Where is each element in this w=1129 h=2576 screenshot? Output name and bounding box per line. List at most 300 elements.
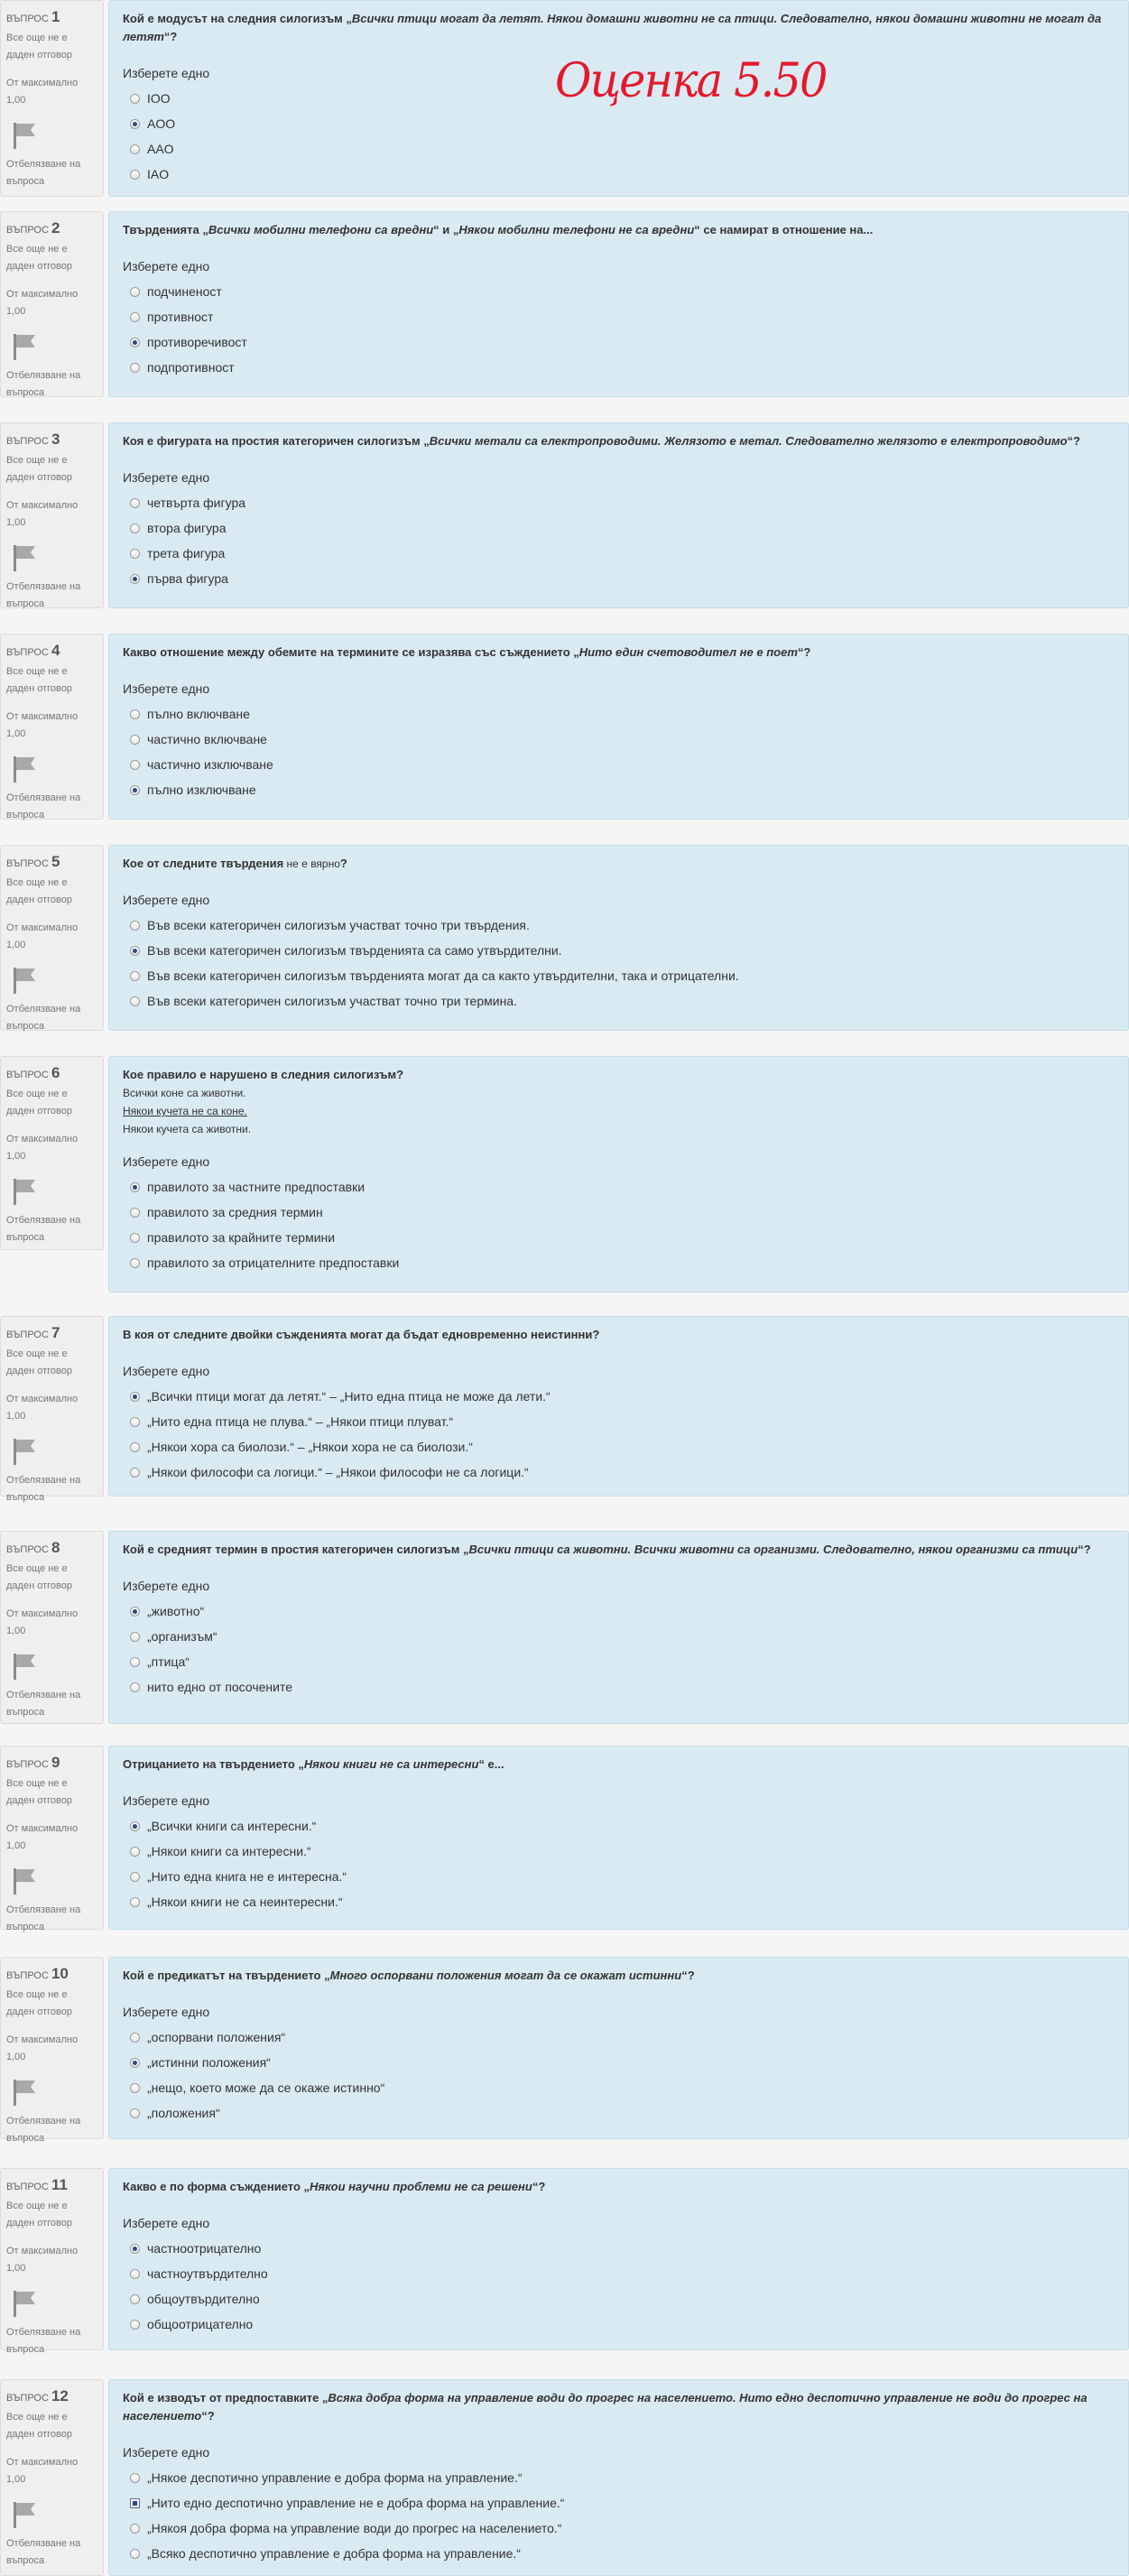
option-label[interactable]: правилото за средния термин — [147, 1205, 323, 1219]
radio-button[interactable] — [130, 1208, 140, 1218]
radio-button-selected[interactable] — [130, 785, 140, 795]
question-text-part: Кой е средният термин в простия категоричен силогизъм „ — [123, 1543, 469, 1556]
answer-option[interactable] — [123, 304, 1115, 329]
option-label[interactable]: IAO — [147, 167, 170, 181]
radio-button[interactable] — [130, 2108, 140, 2118]
question-label: ВЪПРОС — [6, 1070, 49, 1080]
answer-option[interactable] — [123, 2490, 1115, 2516]
option-label[interactable]: частично изключване — [147, 757, 273, 772]
radio-button[interactable] — [130, 1872, 140, 1882]
option-label[interactable]: IOO — [147, 91, 171, 106]
flag-label[interactable]: Отбелязване на въпроса — [6, 1475, 81, 1503]
question-label: ВЪПРОС — [6, 858, 49, 869]
question-content — [108, 422, 1129, 608]
question-label: ВЪПРОС — [6, 1759, 49, 1770]
flag-icon[interactable] — [12, 333, 37, 360]
flag-label[interactable]: Отбелязване на въпроса — [6, 2538, 81, 2566]
answer-option[interactable] — [123, 727, 1115, 752]
question-text-part: “? — [681, 1969, 695, 1982]
question-state: Все още не е даден отговор — [6, 2201, 72, 2229]
radio-button[interactable] — [130, 1258, 140, 1268]
option-label[interactable]: „Някое деспотично управление е добра форма на управление.“ — [147, 2470, 523, 2485]
question-text — [123, 221, 1115, 239]
answer-option[interactable] — [123, 2236, 1115, 2261]
question-content — [108, 634, 1129, 820]
answer-option[interactable] — [123, 515, 1115, 541]
answer-option[interactable] — [123, 988, 1115, 1014]
answer-option[interactable] — [123, 1813, 1115, 1839]
option-label[interactable]: противност — [147, 310, 214, 324]
question-text — [123, 1967, 1115, 1985]
option-label[interactable]: „положения“ — [147, 2106, 220, 2120]
option-label[interactable]: AOO — [147, 116, 176, 131]
flag-icon[interactable] — [12, 544, 37, 571]
answer-option[interactable] — [123, 355, 1115, 380]
radio-button-selected[interactable] — [130, 2058, 140, 2068]
option-label[interactable]: подчиненост — [147, 284, 222, 299]
question-6 — [0, 1056, 1129, 1293]
radio-button[interactable] — [130, 1847, 140, 1857]
question-content — [108, 2379, 1129, 2576]
question-text-italic: Някои научни проблеми не са решени — [310, 2180, 532, 2193]
radio-button[interactable] — [130, 144, 140, 154]
option-label[interactable]: четвърта фигура — [147, 496, 246, 510]
flag-label[interactable]: Отбелязване на въпроса — [6, 159, 81, 187]
question-9 — [0, 1746, 1129, 1930]
question-info — [0, 0, 104, 197]
answer-option[interactable] — [123, 1839, 1115, 1864]
answer-option[interactable] — [123, 566, 1115, 591]
question-state: Все още не е даден отговор — [6, 666, 72, 694]
question-grade: От максимално 1,00 — [6, 2246, 79, 2274]
question-4 — [0, 634, 1129, 820]
option-label[interactable]: частично включване — [147, 732, 267, 746]
answer-option[interactable] — [123, 752, 1115, 777]
flag-label[interactable]: Отбелязване на въпроса — [6, 2116, 81, 2144]
question-info — [0, 1957, 104, 2144]
answer-option[interactable] — [123, 1200, 1115, 1225]
flag-icon[interactable] — [12, 2290, 37, 2317]
question-text-italic: Всяка добра форма на управление води до прогрес на населението. Нито едно деспотично управление не води до прогрес на населението — [123, 2391, 1087, 2423]
syllogism-premise — [123, 1102, 1115, 1120]
question-info — [0, 1316, 104, 1503]
question-text-italic: Всички мобилни телефони са вредни — [208, 223, 434, 236]
option-label[interactable]: „Някои хора са биолози.“ – „Някои хора не са биолози.“ — [147, 1440, 473, 1454]
answer-prompt: Изберете едно — [123, 1364, 210, 1378]
question-content — [108, 1316, 1129, 1496]
question-number: 2 — [51, 219, 60, 236]
question-10 — [0, 1957, 1129, 2144]
question-text-part: “? — [1078, 1543, 1091, 1556]
question-12 — [0, 2379, 1129, 2576]
answer-option[interactable] — [123, 1598, 1115, 1624]
option-label[interactable]: Във всеки категоричен силогизъм твърденията са само утвърдителни. — [147, 943, 562, 958]
radio-button[interactable] — [130, 921, 140, 931]
radio-button[interactable] — [130, 170, 140, 180]
option-label[interactable]: общоутвърдително — [147, 2292, 260, 2306]
question-text-part: “? — [532, 2180, 546, 2193]
answer-option[interactable] — [123, 2100, 1115, 2126]
question-label: ВЪПРОС — [6, 1970, 49, 1981]
option-label[interactable]: „Всяко деспотично управление е добра форма на управление.“ — [147, 2546, 521, 2561]
option-label[interactable]: пълно включване — [147, 707, 250, 721]
radio-button[interactable] — [130, 2473, 140, 2483]
flag-icon[interactable] — [12, 1867, 37, 1895]
answer-option[interactable] — [123, 1384, 1115, 1409]
radio-button[interactable] — [130, 2033, 140, 2043]
radio-button[interactable] — [130, 94, 140, 104]
question-text-italic: Много оспорвани положения могат да се окажат истинни — [329, 1969, 682, 1982]
question-text-italic: Всички птици могат да летят. Някои домашни животни не са птици. Следователно, някои домашни животни не могат да летят — [123, 12, 1102, 43]
question-text — [123, 855, 1115, 873]
question-label: ВЪПРОС — [6, 436, 49, 447]
question-text: В коя от следните двойки съжденията могат да бъдат едновременно неистинни? — [123, 1328, 600, 1341]
option-label[interactable]: правилото за крайните термини — [147, 1230, 336, 1245]
score-stamp: Оценка 5.50 — [555, 54, 827, 108]
answer-option[interactable] — [123, 111, 1115, 136]
question-text-part: “ и „ — [433, 223, 459, 236]
option-label[interactable]: Във всеки категоричен силогизъм участват точно три термина. — [147, 994, 517, 1008]
question-text-part: Кой е модусът на следния силогизъм „ — [123, 12, 352, 25]
answer-prompt: Изберете едно — [123, 1579, 210, 1593]
question-text-part: Кой е изводът от предпоставките „ — [123, 2391, 329, 2405]
question-label: ВЪПРОС — [6, 1330, 49, 1340]
question-info — [0, 634, 104, 820]
radio-button[interactable] — [130, 760, 140, 770]
question-text — [123, 2178, 1115, 2196]
option-label[interactable]: подпротивност — [147, 360, 235, 375]
question-text-part: “? — [797, 645, 811, 659]
radio-button[interactable] — [130, 1657, 140, 1667]
radio-button[interactable] — [130, 1897, 140, 1907]
question-number: 5 — [51, 853, 60, 870]
radio-button[interactable] — [130, 709, 140, 719]
answer-prompt: Изберете едно — [123, 259, 210, 273]
radio-button[interactable] — [130, 1682, 140, 1692]
radio-button[interactable] — [130, 312, 140, 322]
question-state: Все още не е даден отговор — [6, 1348, 72, 1376]
question-label: ВЪПРОС — [6, 225, 49, 236]
question-state: Все още не е даден отговор — [6, 455, 72, 483]
radio-button[interactable] — [130, 1468, 140, 1478]
question-text-part: Какво е по форма съждението „ — [123, 2180, 310, 2193]
radio-button[interactable] — [130, 1417, 140, 1427]
option-label[interactable]: трета фигура — [147, 546, 226, 561]
option-label[interactable]: „Някои философи са логици.“ – „Някои философи не са логици.“ — [147, 1465, 529, 1479]
option-label[interactable]: „Някои книги са интересни.“ — [147, 1844, 311, 1858]
question-text-part: Кой е предикатът на твърдението „ — [123, 1969, 330, 1982]
radio-button-selected[interactable] — [130, 2244, 140, 2254]
option-label[interactable]: общоотрицателно — [147, 2317, 254, 2331]
answer-option[interactable] — [123, 2261, 1115, 2286]
flag-icon[interactable] — [12, 967, 37, 994]
question-content — [108, 211, 1129, 397]
question-number: 9 — [51, 1754, 60, 1771]
answer-option[interactable] — [123, 777, 1115, 802]
question-number: 8 — [51, 1539, 60, 1556]
question-text — [123, 1541, 1115, 1559]
answer-prompt: Изберете едно — [123, 1154, 210, 1169]
answer-option[interactable] — [123, 1624, 1115, 1649]
syllogism-conclusion: Някои кучета са животни. — [123, 1123, 252, 1135]
question-7 — [0, 1316, 1129, 1503]
answer-prompt: Изберете едно — [123, 470, 210, 485]
flag-label[interactable]: Отбелязване на въпроса — [6, 792, 81, 820]
radio-button[interactable] — [130, 498, 140, 508]
question-number: 12 — [51, 2387, 69, 2405]
answer-prompt: Изберете едно — [123, 1793, 210, 1808]
question-state: Все още не е даден отговор — [6, 1089, 72, 1117]
option-label[interactable]: правилото за частните предпоставки — [147, 1180, 366, 1194]
radio-button[interactable] — [130, 1632, 140, 1642]
option-label[interactable]: „истинни положения“ — [147, 2055, 271, 2070]
answer-option[interactable] — [123, 541, 1115, 566]
answer-option[interactable] — [123, 1434, 1115, 1459]
radio-button[interactable] — [130, 2269, 140, 2279]
flag-label[interactable]: Отбелязване на въпроса — [6, 1690, 81, 1718]
question-text-part: Кое от следните твърдения — [123, 857, 284, 870]
radio-button[interactable] — [130, 287, 140, 297]
question-text-part: “? — [163, 30, 178, 43]
question-grade: От максимално 1,00 — [6, 500, 79, 528]
flag-label[interactable]: Отбелязване на въпроса — [6, 370, 81, 398]
option-label[interactable]: правилото за отрицателните предпоставки — [147, 1256, 400, 1270]
answer-option[interactable] — [123, 279, 1115, 304]
radio-button[interactable] — [130, 363, 140, 373]
question-text-part: Твърденията „ — [123, 223, 208, 236]
answer-option[interactable] — [123, 2286, 1115, 2312]
option-label[interactable]: „оспорвани положения“ — [147, 2030, 286, 2044]
answer-prompt: Изберете едно — [123, 681, 210, 696]
answer-option[interactable] — [123, 2312, 1115, 2337]
radio-button[interactable] — [130, 996, 140, 1006]
answer-prompt: Изберете едно — [123, 2445, 210, 2460]
answer-option[interactable] — [123, 136, 1115, 162]
question-8 — [0, 1531, 1129, 1724]
question-info — [0, 1746, 104, 1930]
answer-option[interactable] — [123, 1174, 1115, 1200]
question-3 — [0, 422, 1129, 608]
question-grade: От максимално 1,00 — [6, 289, 79, 317]
radio-button[interactable] — [130, 1442, 140, 1452]
radio-button[interactable] — [130, 1233, 140, 1243]
answer-option[interactable] — [123, 2025, 1115, 2050]
radio-button-selected[interactable] — [130, 1821, 140, 1831]
option-label[interactable]: „нещо, което може да се окаже истинно“ — [147, 2080, 385, 2095]
option-label[interactable]: противоречивост — [147, 335, 247, 349]
option-label[interactable]: „организъм“ — [147, 1629, 217, 1644]
radio-button-selected[interactable] — [130, 1607, 140, 1617]
syllogism-premise-underlined: Някои кучета не са коне. — [123, 1105, 247, 1117]
answer-option[interactable] — [123, 162, 1115, 187]
question-grade: От максимално 1,00 — [6, 922, 79, 950]
question-text-italic: Всички птици са животни. Всички животни са организми. Следователно, някои организми са птици — [468, 1543, 1078, 1556]
question-text-part: “ се намират в отношение на... — [694, 223, 874, 236]
question-text — [123, 1756, 1115, 1774]
question-state: Все още не е даден отговор — [6, 2412, 72, 2440]
question-content — [108, 1531, 1129, 1724]
answer-option[interactable] — [123, 1409, 1115, 1434]
question-number: 11 — [51, 2176, 68, 2193]
answer-option[interactable] — [123, 1864, 1115, 1889]
question-text-italic: Нито един счетоводител не е поет — [578, 645, 798, 659]
option-label[interactable]: AAO — [147, 142, 174, 156]
question-grade: От максимално 1,00 — [6, 1608, 79, 1636]
question-text-italic: Някои мобилни телефони не са вредни — [458, 223, 695, 236]
option-label[interactable]: „Нито една птица не плува.“ – „Някои птици плуват.“ — [147, 1414, 454, 1429]
question-number: 4 — [51, 642, 60, 659]
question-grade: От максимално 1,00 — [6, 78, 79, 106]
question-label: ВЪПРОС — [6, 647, 49, 658]
flag-icon[interactable] — [12, 2079, 37, 2106]
option-label[interactable]: частноотрицателно — [147, 2241, 262, 2256]
radio-button-selected[interactable] — [130, 338, 140, 347]
question-info — [0, 422, 104, 608]
question-text — [123, 10, 1115, 46]
answer-prompt: Изберете едно — [123, 2216, 210, 2230]
question-state: Все още не е даден отговор — [6, 244, 72, 272]
question-text-part: “? — [201, 2409, 215, 2423]
answer-option[interactable] — [123, 1250, 1115, 1275]
question-info — [0, 845, 104, 1031]
flag-icon[interactable] — [12, 1178, 37, 1205]
question-info — [0, 2168, 104, 2355]
question-info — [0, 211, 104, 397]
radio-button[interactable] — [130, 2294, 140, 2304]
answer-option[interactable] — [123, 1459, 1115, 1485]
radio-button-selected[interactable] — [130, 1182, 140, 1192]
option-label[interactable]: „Нито едно деспотично управление не е добра форма на управление.“ — [147, 2496, 565, 2510]
question-text-part: ? — [339, 857, 347, 870]
question-text-part: “? — [1067, 434, 1080, 448]
option-label[interactable]: Във всеки категоричен силогизъм твърденията могат да са както утвърдителни, така и отрицателни. — [147, 968, 739, 983]
radio-button[interactable] — [130, 2320, 140, 2330]
question-info — [0, 1056, 104, 1250]
radio-button[interactable] — [130, 2524, 140, 2534]
question-content — [108, 1056, 1129, 1293]
question-text-part: Коя е фигурата на простия категоричен силогизъм „ — [123, 434, 430, 448]
question-content — [108, 2168, 1129, 2350]
question-state: Все още не е даден отговор — [6, 1778, 72, 1806]
option-label[interactable]: частноутвърдително — [147, 2266, 268, 2281]
answer-option[interactable] — [123, 938, 1115, 963]
question-content — [108, 1746, 1129, 1930]
flag-label[interactable]: Отбелязване на въпроса — [6, 581, 81, 609]
radio-button-selected[interactable] — [130, 2498, 140, 2508]
answer-option[interactable] — [123, 913, 1115, 938]
answer-option[interactable] — [123, 2516, 1115, 2541]
radio-button-selected[interactable] — [130, 574, 140, 584]
question-text-italic: Всички метали са електропроводими. Желязото е метал. Следователно желязото е електропроводимо — [429, 434, 1068, 448]
answer-option[interactable] — [123, 1889, 1115, 1914]
option-label[interactable]: първа фигура — [147, 571, 228, 586]
answer-option[interactable] — [123, 329, 1115, 355]
question-number: 3 — [51, 431, 60, 448]
question-text-italic: Някои книги не са интересни — [303, 1757, 479, 1771]
option-label[interactable]: „Нито една книга не е интересна.“ — [147, 1869, 347, 1884]
radio-button[interactable] — [130, 2083, 140, 2093]
answer-prompt: Изберете едно — [123, 2005, 210, 2019]
answer-option[interactable] — [123, 490, 1115, 515]
radio-button[interactable] — [130, 971, 140, 981]
flag-icon[interactable] — [12, 2501, 37, 2528]
answer-option[interactable] — [123, 2075, 1115, 2100]
answer-option[interactable] — [123, 2050, 1115, 2075]
answer-prompt: Изберете едно — [123, 893, 210, 907]
question-label: ВЪПРОС — [6, 2182, 49, 2192]
flag-label[interactable]: Отбелязване на въпроса — [6, 1904, 81, 1932]
answer-option[interactable] — [123, 2465, 1115, 2490]
option-label[interactable]: „Някоя добра форма на управление води до прогрес на населението.“ — [147, 2521, 562, 2535]
flag-label[interactable]: Отбелязване на въпроса — [6, 2327, 81, 2355]
answer-prompt: Изберете едно — [123, 66, 210, 80]
question-grade: От максимално 1,00 — [6, 711, 79, 739]
question-grade: От максимално 1,00 — [6, 2457, 79, 2485]
answer-option[interactable] — [123, 1674, 1115, 1700]
flag-label[interactable]: Отбелязване на въпроса — [6, 1215, 81, 1243]
flag-icon[interactable] — [12, 1438, 37, 1465]
option-label[interactable]: нито едно от посочените — [147, 1680, 292, 1694]
radio-button[interactable] — [130, 549, 140, 559]
option-label[interactable]: „птица“ — [147, 1654, 190, 1669]
question-number: 10 — [51, 1965, 69, 1982]
question-grade: От максимално 1,00 — [6, 1823, 79, 1851]
question-5 — [0, 845, 1129, 1031]
radio-button-selected[interactable] — [130, 119, 140, 129]
radio-button-selected[interactable] — [130, 946, 140, 956]
question-info — [0, 1531, 104, 1724]
answer-option[interactable] — [123, 1649, 1115, 1674]
answer-option[interactable] — [123, 1225, 1115, 1250]
question-text-part: Отрицанието на твърдението „ — [123, 1757, 304, 1771]
question-grade: От максимално 1,00 — [6, 1394, 79, 1422]
option-label[interactable]: „животно“ — [147, 1604, 205, 1618]
question-text: Кое правило е нарушено в следния силогизъм? — [123, 1068, 404, 1081]
flag-icon[interactable] — [12, 1653, 37, 1680]
flag-icon[interactable] — [12, 122, 37, 149]
question-grade: От максимално 1,00 — [6, 1134, 79, 1162]
question-number: 1 — [51, 8, 60, 25]
question-info — [0, 2379, 104, 2576]
option-label[interactable]: „Всички книги са интересни.“ — [147, 1819, 317, 1833]
answer-option[interactable] — [123, 701, 1115, 727]
question-label: ВЪПРОС — [6, 2393, 49, 2404]
question-text-part: “ е... — [478, 1757, 504, 1771]
option-label[interactable]: пълно изключване — [147, 783, 256, 797]
answer-option[interactable] — [123, 2541, 1115, 2566]
question-label: ВЪПРОС — [6, 14, 49, 24]
flag-label[interactable]: Отбелязване на въпроса — [6, 1004, 81, 1032]
question-state: Все още не е даден отговор — [6, 877, 72, 905]
option-label[interactable]: Във всеки категоричен силогизъм участват точно три твърдения. — [147, 918, 530, 932]
question-state: Все още не е даден отговор — [6, 1563, 72, 1591]
radio-button[interactable] — [130, 2549, 140, 2559]
syllogism-premise: Всички коне са животни. — [123, 1087, 246, 1099]
radio-button[interactable] — [130, 524, 140, 533]
question-label: ВЪПРОС — [6, 1544, 49, 1555]
answer-option[interactable] — [123, 963, 1115, 988]
option-label[interactable]: „Всички птици могат да летят.“ – „Нито една птица не може да лети.“ — [147, 1389, 551, 1404]
question-text — [123, 2389, 1115, 2425]
option-label[interactable]: „Някои книги не са неинтересни.“ — [147, 1895, 343, 1909]
option-label[interactable]: втора фигура — [147, 521, 227, 535]
radio-button[interactable] — [130, 735, 140, 745]
question-2 — [0, 211, 1129, 397]
flag-icon[interactable] — [12, 755, 37, 783]
radio-button-selected[interactable] — [130, 1392, 140, 1402]
question-text-plain: не е вярно — [283, 857, 340, 870]
question-content — [108, 845, 1129, 1031]
